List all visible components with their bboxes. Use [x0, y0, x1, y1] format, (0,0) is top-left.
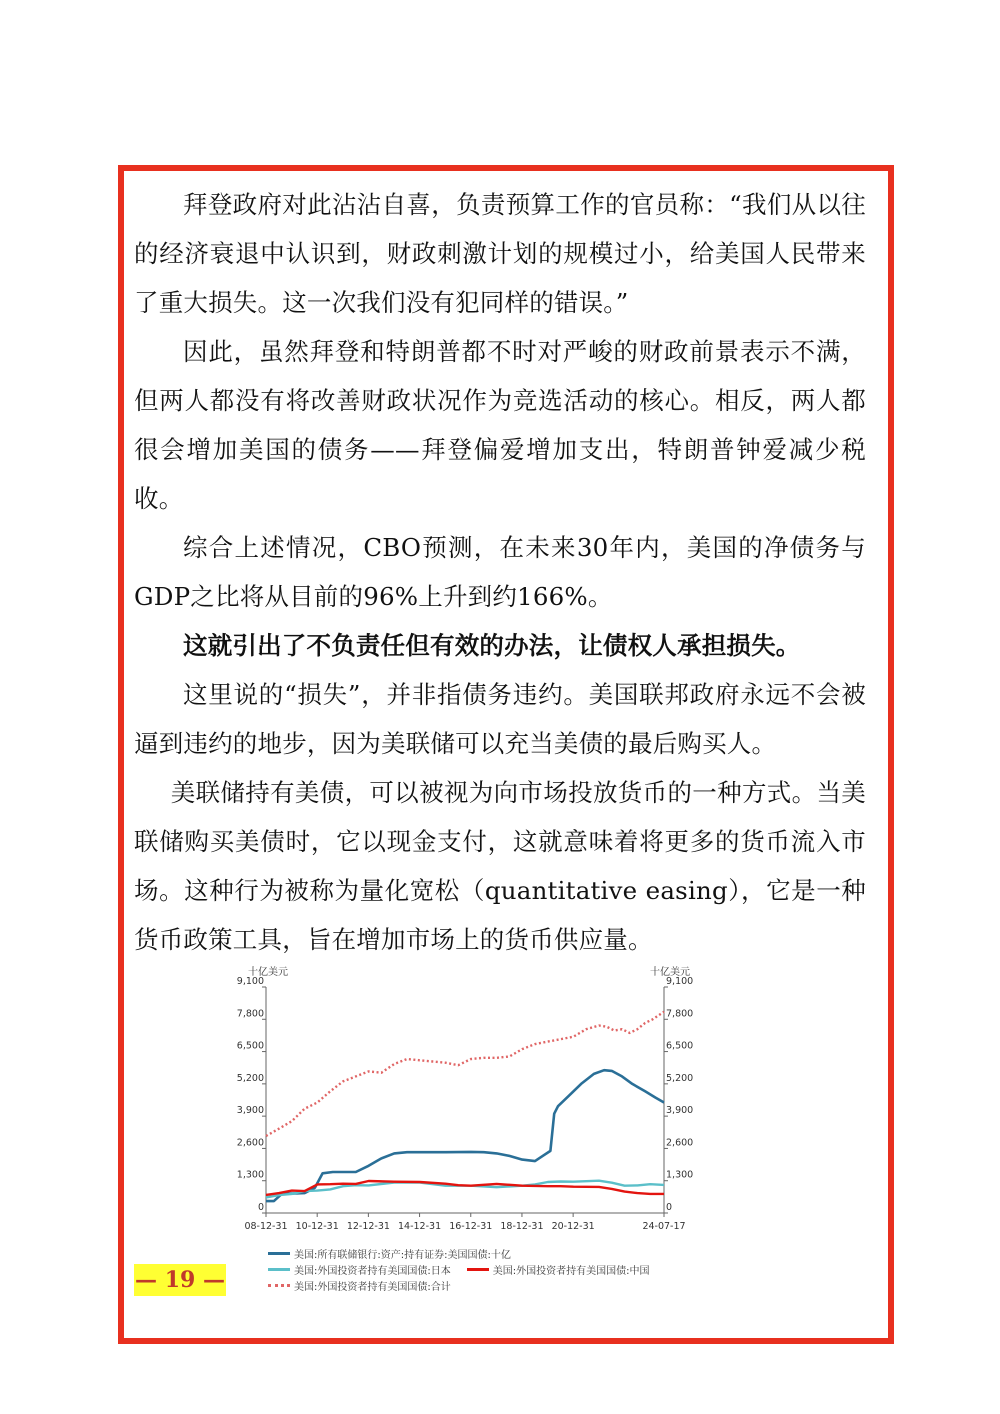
y-tick-label-left: 3,900: [236, 1105, 264, 1117]
paragraph-1: 拜登政府对此沾沾自喜，负责预算工作的官员称：“我们从以往的经济衰退中认识到，财政刺激计划的规模过小，给美国人民带来了重大损失。这一次我们没有犯同样的错误。”: [134, 190, 866, 317]
legend-swatch: [467, 1268, 489, 1271]
legend-label: 美国:外国投资者持有美国国债:中国: [492, 1265, 650, 1277]
legend-swatch: [268, 1284, 290, 1287]
y-tick-label-right: 2,600: [666, 1137, 694, 1149]
legend-label: 美国:所有联储银行:资产:持有证券:美国国债:十亿: [294, 1249, 511, 1261]
legend-item-china: [467, 1262, 650, 1277]
legend-swatch: [268, 1252, 290, 1255]
chart-series: [266, 1012, 664, 1201]
y-tick-label-right: 0: [666, 1202, 673, 1213]
x-tick-label: 18-12-31: [500, 1221, 544, 1232]
x-tick-label: 10-12-31: [295, 1221, 339, 1232]
x-tick-label: 24-07-17: [642, 1221, 686, 1232]
y-tick-label-left: 1,300: [236, 1169, 264, 1181]
right-axis-unit: 十亿美元: [650, 967, 690, 978]
left-axis-unit: 十亿美元: [248, 967, 288, 978]
x-tick-label: 12-12-31: [346, 1221, 390, 1232]
chart-legend: [268, 1245, 728, 1293]
page-number: — 19 —: [134, 1264, 226, 1296]
legend-item-total: [268, 1278, 451, 1293]
legend-item-fed: [268, 1246, 511, 1261]
y-tick-label-left: 7,800: [236, 1008, 264, 1020]
paragraph-3: 综合上述情况，CBO预测，在未来30年内，美国的净债务与GDP之比将从目前的96%上升到约166%。: [134, 533, 866, 611]
y-tick-label-right: 6,500: [666, 1040, 694, 1052]
paragraph-6: 美联储持有美债，可以被视为向市场投放货币的一种方式。当美联储购买美债时，它以现金支付，这就意味着将更多的货币流入市场。这种行为被称为量化宽松（quantitative easing），它是一种货币政策工具，旨在增加市场上的货币供应量。: [134, 778, 866, 954]
paragraph-4-bold: 这就引出了不负责任但有效的办法，让债权人承担损失。: [183, 631, 801, 660]
x-tick-label: 14-12-31: [398, 1221, 442, 1232]
y-tick-label-left: 5,200: [236, 1072, 264, 1084]
paragraph-2: 因此，虽然拜登和特朗普都不时对严峻的财政前景表示不满，但两人都没有将改善财政状况作为竞选活动的核心。相反，两人都很会增加美国的债务——拜登偏爱增加支出，特朗普钟爱减少税收。: [134, 337, 866, 513]
y-tick-label-left: 2,600: [236, 1137, 264, 1149]
x-tick-label: 08-12-31: [244, 1221, 288, 1232]
y-tick-label-right: 3,900: [666, 1105, 694, 1117]
y-tick-label-left: 9,100: [236, 976, 264, 987]
legend-label: 美国:外国投资者持有美国国债:合计: [294, 1281, 451, 1293]
chart-svg: [236, 962, 706, 1242]
x-tick-label: 16-12-31: [449, 1221, 493, 1232]
y-tick-label-right: 5,200: [666, 1072, 694, 1084]
y-tick-label-right: 1,300: [666, 1169, 694, 1181]
legend-swatch: [268, 1268, 290, 1271]
y-tick-label-left: 6,500: [236, 1040, 264, 1052]
paragraph-5: 这里说的“损失”，并非指债务违约。美国联邦政府永远不会被逼到违约的地步，因为美联储可以充当美债的最后购买人。: [134, 680, 866, 758]
series-line-3: [266, 1012, 664, 1136]
legend-label: 美国:外国投资者持有美国国债:日本: [294, 1265, 451, 1277]
x-tick-label: 20-12-31: [551, 1221, 595, 1232]
series-line-2: [266, 1181, 664, 1195]
y-tick-label-right: 9,100: [666, 976, 694, 987]
y-tick-label-left: 0: [257, 1202, 264, 1213]
y-tick-label-right: 7,800: [666, 1008, 694, 1020]
body-text: [134, 180, 866, 964]
legend-item-japan: [268, 1262, 451, 1277]
